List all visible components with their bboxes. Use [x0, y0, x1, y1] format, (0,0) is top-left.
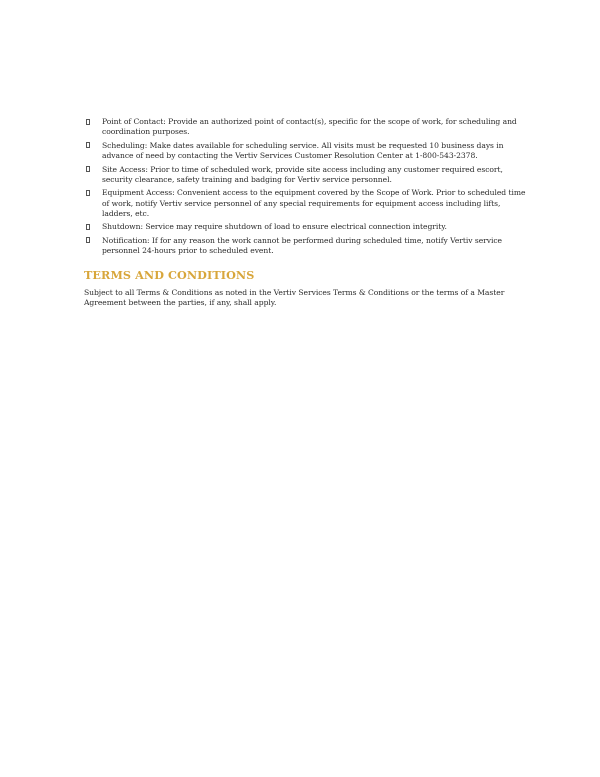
list-item-equipment-access: [86, 188, 526, 219]
box-bullet-icon: [86, 119, 90, 125]
box-bullet-icon: [86, 166, 90, 172]
list-item-scheduling: [86, 141, 526, 162]
list-item-text: Notification: If for any reason the work cannot be performed during scheduled time, notify Vertiv service personnel 24-hours prior to scheduled event.: [102, 235, 502, 256]
customer-requirements-list: [86, 117, 526, 260]
list-item-text: Equipment Access: Convenient access to the equipment covered by the Scope of Work. Prior to scheduled time of work, notify Vertiv service personnel of any special requirements for equipment access including lifts, ladders, etc.: [102, 188, 526, 218]
box-bullet-icon: [86, 190, 90, 196]
list-item-shutdown: [86, 222, 526, 232]
list-item-point-of-contact: [86, 117, 526, 138]
list-item-notification: [86, 236, 526, 257]
list-item-text: Site Access: Prior to time of scheduled work, provide site access including any customer required escort, security clearance, safety training and badging for Vertiv service personnel.: [102, 164, 503, 184]
list-item-text: Scheduling: Make dates available for scheduling service. All visits must be requested 10 business days in advance of need by contacting the Vertiv Services Customer Resolution Center at 1-800-543-2378.: [102, 140, 504, 161]
list-item-site-access: [86, 165, 526, 186]
list-item-text: Point of Contact: Provide an authorized point of contact(s), specific for the scope of work, for scheduling and coordination purposes.: [102, 117, 517, 137]
terms-heading: TERMS AND CONDITIONS: [84, 268, 255, 282]
box-bullet-icon: [86, 224, 90, 230]
box-bullet-icon: [86, 142, 90, 148]
list-item-text: Shutdown: Service may require shutdown of load to ensure electrical connection integrity.: [102, 222, 447, 232]
terms-body: Subject to all Terms & Conditions as noted in the Vertiv Services Terms & Conditions or the terms of a Master Agreement between the parties, if any, shall apply.: [84, 288, 505, 308]
box-bullet-icon: [86, 237, 90, 243]
